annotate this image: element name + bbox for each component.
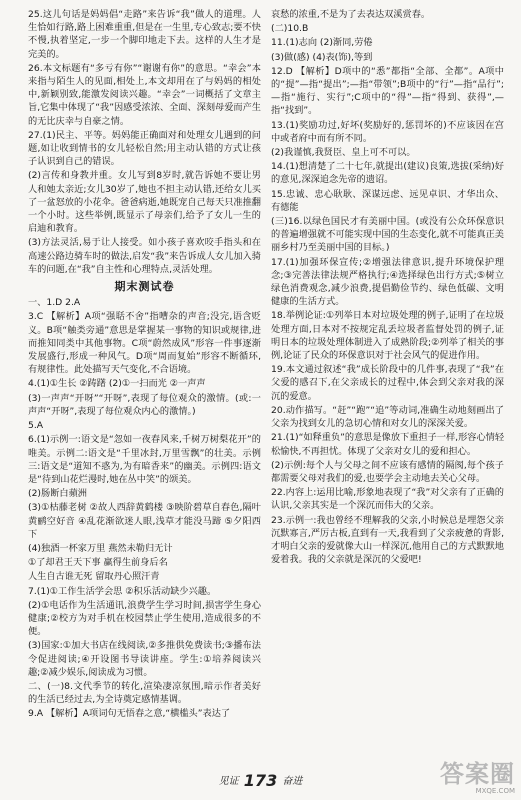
answer-entry: 哀愁的浓重,不是为了去表达双溪赏春。 [271,9,431,20]
answer-entry: 23.示例一:我也曾经不理解我的父亲,小时候总是埋怨父亲沉默寡言,严厉古板,直到有一天,我看到了父亲疲惫的背影,才明白父亲的爱就像大山一样深沉,他用自己的方式默默地爱着我。我的父亲就是深沉的父爱吧! [271,514,504,566]
answer-entry: 20.动作描写。“赶”“跑”“追”等动词,准确生动地刻画出了父亲为找到女儿的急切心情和对女儿的深深关爱。 [271,404,504,430]
watermark-logo: 答案圈 [440,760,515,788]
answer-entry: 22.内容上:运用比喻,形象地表现了“我”对父亲有了正确的认识,父亲其实是一个深沉而伟大的父亲。 [271,487,504,512]
answer-entry: (3)国家:①加大书店在线阅读,②多推供免费读书;③播布法令促进阅读;④开设图书导读讲座。学生:①培养阅读兴趣;②减少娱乐,阅读成为习惯。 [28,640,261,678]
answer-entry: 14.(1)想清楚了二十七年,就提出(建议)良策,选拔(采纳)好的意见,深深追念先帝的遗诏。 [271,161,504,186]
answer-entry: (3)①枯藤老树 ②故人西辞黄鹤楼 ③映阶碧草自春色,隔叶黄鹂空好音 ④乱花渐欲迷人眼,浅草才能没马蹄 ⑤夕阳西下 [28,502,261,540]
answer-entry: 二、(一)8.文代季节的转化,渲染凄凉氛围,暗示作者美好的生活已经过去,为全诗奠定感情基调。 [28,680,261,706]
footer-brand-left: 见证 [218,775,239,787]
answer-entry: (3)做(感) (4)表(饰),等到 [271,51,373,63]
answer-entry: 17.(1)加强环保宣传;②增强法律意识,提升环境保护理念;③完善法律法规严格执行;④选择绿色出行方式;⑤树立绿色消费观念,减少浪费,提倡勤俭节约、绿色低碳、文明健康的生活方式。 [271,256,504,308]
answer-entry: 3.C 【解析】A项“强聒不舍”指嘈杂的声音;没完,语含贬义。B项“触类旁通”意思是掌握某一事物的知识或规律,进而推知同类中其他事物。C项“蔚然成风”形容一件事逐渐发展盛行,形成一种风气。D项“周而复始”形容不断循环,有规律性。此处描写天气变化,不合语境。 [28,311,261,376]
answer-entry: 12.D 【解析】D项中的“悉”都指“全部、全都”。A项中的“提”—指“提出”;—指“带领”;B项中的“行”—指“品行”;—指“施行、实行”;C项中的“得”—指“得到、获得”,—指“找到”。 [271,65,504,117]
answer-entry: (3)一声声“开呀”“开呀”,表现了每位观众的激情。(或:一声声“开呀”,表现了每位观众内心的激情。) [28,392,261,417]
left-column [28,8,261,764]
answer-entry: (3)方法灵活,易于让人接受。如小孩子喜欢咬手指头和在高速公路边骑车时的做法,启发“我”来告诉成人女儿加入骑车的问题,在“我”自主性和心理特点,灵活处理。 [28,237,261,275]
answer-entry: 4.(1)①生长 ②踌躇 (2)①一扫而光 ②一声声 [28,378,206,390]
answer-entry: 9.A 【解析】A项词句无悟春之意,“横槛头”表达了 [28,708,231,720]
answer-entry: 13.(1)奖励功过,好坏(奖励好的,惩罚坏的)不应该因在宫中或者府中而有所不同。 [271,119,504,144]
answer-entry: (二)10.B [271,23,309,35]
answer-entry: 26.本文标题有“多亏有你”“谢谢有你”的意思。“幸会”本来指与陌生人的见面,相处上,本文却用在了与妈妈的相处中,新颖别致,能激发阅读兴趣。“幸会”一词概括了文章主旨,它集中体现了“我”因感受浓浓、全面、深刻母爱而产生的无比庆幸与自豪之情。 [28,62,261,127]
answer-entry: 5.A [28,420,44,432]
answer-entry: 6.(1)示例一:语文是“忽如一夜春风来,千树万树梨花开”的唯美。示例二:语文是“千里冰封,万里雪飘”的壮美。示例三:语文是“道知不惑为,为有暗香来”的幽美。示例四:语文是“待到山花烂漫时,她在丛中笑”的颂美。 [28,434,261,485]
answer-entry: 25.这儿句话是妈妈倡“走路”来告诉“我”做人的道理。人生恰如行路,路上困难重重,但是在一生里,专心致志;要不快不慢,执着坚定,一步一个脚印地走下去。这样的人生才是完美的。 [28,9,261,60]
answer-entry: (三)16.以绿色国民才有美丽中国。(或没有公众环保意识的普遍增强就不可能实现中国的生态变化,就不可能真正美丽乡村乃至美丽中国的目标。) [271,216,504,254]
answer-entry: 人生自古谁无死 留取丹心照汗青 [28,571,160,583]
answer-entry: (2)言传和身教并重。女儿写到8岁时,就告诉她不要让男人和她太亲近;女儿30岁了,她也不担主动认错,还给女儿买了一盆怒放的小花伞。爸爸病逝,她既宠自己每天只准推翻一个小时。这些举例,既显示了母亲们,给予了女儿一生的启迪和教育。 [28,170,261,235]
page [28,8,504,764]
answer-entry: 11.(1)志向 (2)渐同,劳倦 [271,37,373,49]
right-column [271,8,504,764]
page-number: 173 [243,771,278,790]
answer-entry: (2)①电话作为生活通讯,浪费学生学习时间,损害学生身心健康;②校方为对手机在校园禁止学生使用,造成很多的不便。 [28,599,261,638]
section-title-final-exam: 期末测试卷 [114,280,175,294]
answer-entry: (2)我谨慎,我贤臣、皇上可不可以。 [271,147,416,159]
answer-entry: 18.举例论证:①列举日本对垃圾处理的例子,证明了在垃圾处理方面,日本对不按规定乱丢垃圾者监督处罚的例子,证明日本的垃圾处理体制进入了成熟阶段;②列举了相关的事例,论证了民众的环保意识对于社会风气的促进作用。 [271,310,504,362]
answer-entry: 21.(1)“如释重负”的意思是像放下重担子一样,形容心情轻松愉快,不再担忧。体现了父亲对女儿的爱和担心。 [271,432,505,457]
answer-entry: (2)示例:每个人与父母之间不应该有感情的隔阂,每个孩子都需要父母对我们的爱,也要学会主动地去关心父母。 [271,459,504,484]
answer-entry: 一、1.D 2.A [28,297,81,309]
watermark [440,761,515,796]
answer-entry: 19.本文通过叙述“我”成长阶段中的几件事,表现了“我”在父爱的感召下,在父亲成长的过程中,体会到父亲对我的深沉的爱意。 [271,364,504,402]
answer-entry: ①了却君王天下事 赢得生前身后名 [28,557,168,569]
footer-brand-right: 奋进 [282,775,303,787]
watermark-url: MXQE.COM [475,787,515,795]
answer-entry: 15.忠诚、忠心耿耿、深谋远虑、远见卓识、才华出众、有德能 [271,188,504,213]
answer-entry: (4)独酒一杯家万里 燕然未勒归无计 [28,542,173,554]
answer-entry: 7.(1)①工作生活学会思 ②积乐活动缺少兴趣。 [28,585,217,597]
answer-entry: (2)肠断白蘋洲 [28,488,87,500]
answer-entry: 27.(1)民主、平等。妈妈能正确面对和处理女儿遇到的问题,如让收到情书的女儿轻松自然;用主动认错的方式让孩子认识到自己的错误。 [28,129,261,168]
